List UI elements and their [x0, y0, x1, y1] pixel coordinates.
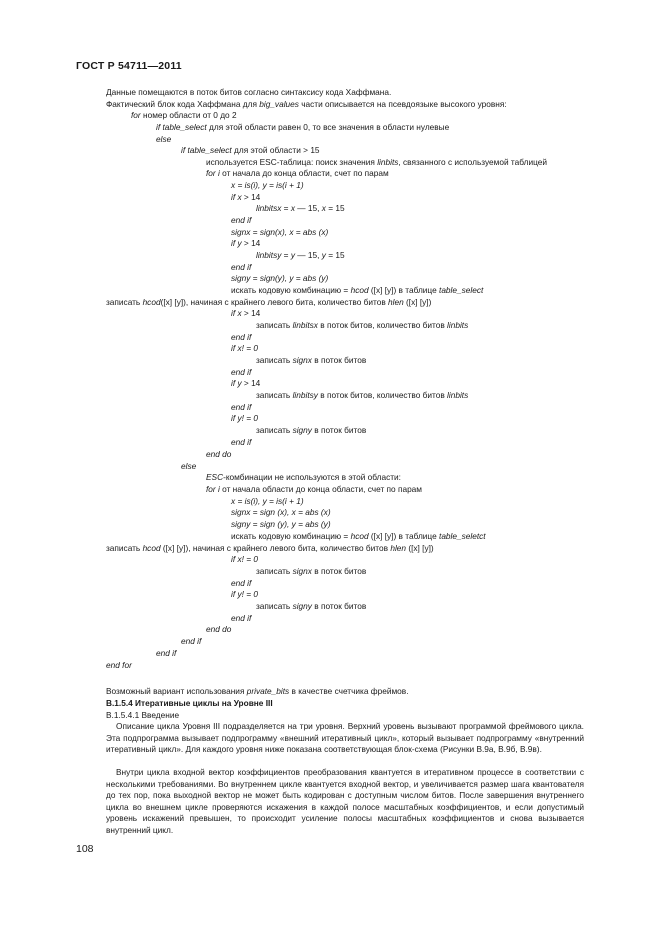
pseudocode-line: [106, 87, 391, 97]
pseudocode-line: [231, 413, 258, 423]
pseudocode-line: [131, 110, 237, 120]
text-segment: записать: [256, 320, 293, 330]
text-segment: end if: [231, 332, 252, 342]
text-segment: end if: [231, 578, 252, 588]
text-segment: в поток битов: [311, 601, 367, 611]
text-segment: end if: [156, 648, 177, 658]
paragraph-iteration: Внутри цикла входной вектор коэффициентов преобразования квантуется в итеративном процессе в соответствии с несколькими требованиями. Во внутреннем цикле квантуется входной вектор, и увеличивается размер шага квантователя до тех пор, пока выходной вектор не может быть кодирован с доступным числом битов. После завершения внутреннего цикла во внешнем цикле проверяются искажения в каждой полосе масштабных коэффициентов, и если допустимый уровень искажений превышен, то происходит усиление полосы масштабных коэффициентов и снова вызывается внутренний цикл.: [106, 767, 584, 835]
text-segment: — 15,: [295, 203, 322, 213]
pseudocode-line: [231, 519, 331, 529]
text-segment: linbits: [447, 390, 469, 400]
text-segment: if x: [231, 308, 242, 318]
text-segment: table_seletct: [439, 531, 486, 541]
pseudocode-line: [231, 192, 260, 202]
text-segment: для этой области равен 0, то все значения в области нулевые: [206, 122, 450, 132]
text-segment: for i: [206, 484, 220, 494]
paragraph-intro: Описание цикла Уровня III подразделяется на три уровня. Верхний уровень вызывают программой фреймового цикла. Эта подпрограмма вызывает подпрограмму «внешний итеративный цикл», который вызывает подпрограмму «внутренний итеративный цикл». Для каждого уровня ниже показана соответствующая блок-схема (Рисунки В.9а, В.9б, В.9в).: [106, 721, 584, 754]
text-segment: linbitsy: [256, 250, 282, 260]
text-segment: номер области от 0 до 2: [140, 110, 237, 120]
text-segment: hcod: [350, 531, 369, 541]
text-segment: части описывается на псевдоязыке высокого уровня:: [298, 99, 507, 109]
text-segment: end if: [181, 636, 202, 646]
text-segment: в поток битов, количество битов: [317, 390, 448, 400]
pseudocode-line: [106, 660, 132, 670]
text-segment: hlen: [388, 297, 404, 307]
pseudocode-line: [256, 250, 345, 260]
text-segment: =: [281, 250, 291, 260]
text-segment: записать: [256, 566, 293, 576]
pseudocode-line: [231, 367, 251, 377]
text-segment: записать: [256, 355, 293, 365]
text-segment: ([x] [y]): [406, 543, 434, 553]
text-segment: signx: [292, 355, 312, 365]
text-segment: x: [321, 203, 326, 213]
text-segment: linbits: [447, 320, 469, 330]
text-segment: в поток битов: [311, 355, 367, 365]
text-segment: x: [290, 203, 295, 213]
text-segment: linbits: [377, 157, 399, 167]
text-segment: if table_select: [156, 122, 207, 132]
pseudocode-line: [231, 496, 304, 506]
text-segment: в поток битов: [311, 425, 367, 435]
text-segment: linbitsy: [292, 390, 318, 400]
pseudocode-line: [231, 613, 251, 623]
pseudocode-line: [231, 273, 328, 283]
pseudocode-line: [231, 589, 258, 599]
text-segment: Возможный вариант использования: [106, 686, 247, 696]
text-segment: end if: [231, 402, 252, 412]
pseudocode-line: [256, 355, 366, 365]
text-segment: if y: [231, 378, 242, 388]
pseudocode-line: [231, 285, 483, 295]
section-heading: В.1.5.4 Итеративные циклы на Уровне III: [106, 698, 273, 708]
text-segment: — 15,: [295, 250, 322, 260]
text-segment: записать: [256, 390, 293, 400]
pseudocode-line: [231, 308, 260, 318]
text-segment: end if: [231, 613, 252, 623]
text-segment: table_select: [439, 285, 484, 295]
text-segment: ([x] [y]) в таблице: [368, 531, 440, 541]
pseudocode-line: [156, 134, 171, 144]
text-segment: signx = sign (x), x = abs (x): [231, 507, 331, 517]
text-segment: hcod: [142, 297, 161, 307]
text-segment: > 14: [241, 308, 261, 318]
pseudocode-line: [206, 168, 389, 178]
text-segment: signx: [292, 566, 312, 576]
pseudocode-line: [231, 578, 251, 588]
pseudocode-line: [106, 99, 507, 109]
pseudocode-line: [256, 203, 345, 213]
pseudocode-line: [231, 332, 251, 342]
text-segment: if table_select: [181, 145, 232, 155]
text-segment: , связанного с используемой таблицей: [398, 157, 547, 167]
pseudocode-line: [256, 320, 468, 330]
text-segment: x = is(i), y = is(i + 1): [231, 496, 304, 506]
text-segment: big_values: [259, 99, 299, 109]
text-segment: if y! = 0: [231, 589, 258, 599]
text-segment: ([x] [y]): [403, 297, 432, 307]
pseudocode-line: [231, 343, 258, 353]
text-segment: else: [181, 461, 197, 471]
pseudocode-line: [256, 390, 468, 400]
text-segment: записать: [256, 601, 293, 611]
text-segment: > 14: [241, 238, 261, 248]
text-segment: ([x] [y]), начиная с крайнего левого бита, количество битов: [160, 543, 391, 553]
pseudocode-line: [206, 472, 401, 482]
text-segment: private_bits: [246, 686, 290, 696]
text-segment: > 14: [241, 378, 261, 388]
text-segment: записать: [256, 425, 293, 435]
private-bits-line: [106, 686, 409, 696]
text-segment: if y! = 0: [231, 413, 258, 423]
document-header: ГОСТ Р 54711—2011: [76, 60, 182, 72]
pseudocode-line: [106, 543, 434, 553]
text-segment: используется ESC-таблица: поиск значения: [206, 157, 378, 167]
text-segment: end if: [231, 262, 252, 272]
pseudocode-line: [231, 262, 251, 272]
pseudocode-line: [231, 437, 251, 447]
text-segment: искать кодовую комбинацию =: [231, 285, 351, 295]
pseudocode-line: [231, 215, 251, 225]
pseudocode-line: [206, 449, 231, 459]
text-segment: if y: [231, 238, 242, 248]
text-segment: else: [156, 134, 172, 144]
pseudocode-line: [231, 507, 331, 517]
text-segment: hcod: [142, 543, 161, 553]
pseudocode-line: [206, 484, 422, 494]
text-segment: -комбинации не используются в этой области:: [223, 472, 401, 482]
pseudocode-line: [231, 378, 260, 388]
text-segment: for i: [206, 168, 220, 178]
pseudocode-line: [181, 461, 196, 471]
text-segment: y: [321, 250, 326, 260]
text-segment: end for: [106, 660, 132, 670]
text-segment: > 14: [241, 192, 261, 202]
text-segment: в качестве счетчика фреймов.: [289, 686, 409, 696]
text-segment: signx = sign(x), x = abs (x): [231, 227, 329, 237]
text-segment: для этой области > 15: [231, 145, 320, 155]
text-segment: for: [131, 110, 141, 120]
text-segment: signy: [292, 601, 312, 611]
text-segment: ([x] [y]) в таблице: [368, 285, 440, 295]
text-segment: if x! = 0: [231, 343, 258, 353]
page-number: 108: [76, 843, 94, 855]
pseudocode-line: [181, 636, 201, 646]
pseudocode-line: [181, 145, 320, 155]
text-segment: hcod: [350, 285, 369, 295]
text-segment: signy = sign (y), y = abs (y): [231, 519, 331, 529]
pseudocode-line: [231, 227, 328, 237]
text-segment: signy = sign(y), y = abs (y): [231, 273, 329, 283]
text-segment: записать: [106, 297, 143, 307]
text-segment: ([x] [y]), начиная с крайнего левого бита, количество битов: [160, 297, 389, 307]
text-segment: end do: [206, 624, 232, 634]
pseudocode-line: [256, 566, 366, 576]
text-segment: = 15: [325, 250, 345, 260]
subsection-heading: В.1.5.4.1 Введение: [106, 710, 180, 720]
pseudocode-line: [256, 425, 366, 435]
pseudocode-line: [156, 648, 176, 658]
text-segment: в поток битов: [311, 566, 367, 576]
text-segment: =: [281, 203, 291, 213]
pseudocode-line: [206, 157, 547, 167]
text-segment: if x: [231, 192, 242, 202]
text-segment: y: [290, 250, 295, 260]
text-segment: if x! = 0: [231, 554, 258, 564]
text-segment: Данные помещаются в поток битов согласно синтаксису кода Хаффмана.: [106, 87, 392, 97]
text-segment: signy: [292, 425, 312, 435]
text-segment: end do: [206, 449, 232, 459]
text-segment: ESC: [206, 472, 224, 482]
text-segment: искать кодовую комбинацию =: [231, 531, 351, 541]
pseudocode-line: [231, 554, 258, 564]
text-segment: записать: [106, 543, 143, 553]
text-segment: end if: [231, 215, 252, 225]
text-segment: от начала до конца области, счет по парам: [219, 168, 389, 178]
text-segment: end if: [231, 437, 252, 447]
text-segment: hlen: [390, 543, 407, 553]
text-segment: linbitsx: [292, 320, 318, 330]
pseudocode-line: [231, 180, 304, 190]
text-segment: x = is(i), y = is(i + 1): [231, 180, 304, 190]
pseudocode-line: [206, 624, 231, 634]
text-segment: end if: [231, 367, 252, 377]
text-segment: linbitsx: [256, 203, 282, 213]
pseudocode-line: [231, 238, 260, 248]
text-segment: от начала области до конца области, счет по парам: [219, 484, 423, 494]
text-segment: Фактический блок кода Хаффмана для: [106, 99, 260, 109]
text-segment: = 15: [325, 203, 345, 213]
text-segment: в поток битов, количество битов: [317, 320, 448, 330]
pseudocode-line: [156, 122, 449, 132]
pseudocode-line: [106, 297, 431, 307]
pseudocode-line: [231, 531, 486, 541]
pseudocode-line: [231, 402, 251, 412]
pseudocode-line: [256, 601, 366, 611]
